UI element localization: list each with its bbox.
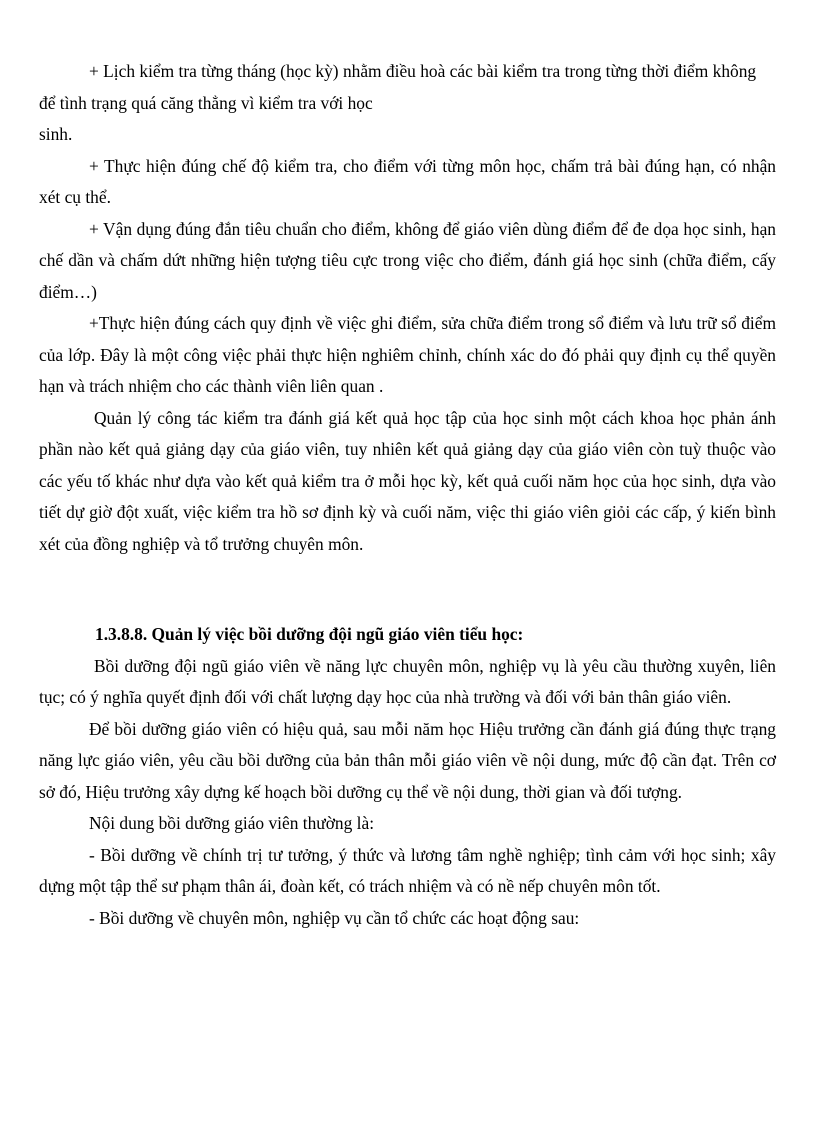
paragraph-training-intro: Bồi dưỡng đội ngũ giáo viên về năng lực chuyên môn, nghiệp vụ là yêu cầu thường xuyên, liên tục; có ý nghĩa quyết định đối với chất lượng dạy học của nhà trường và đối với bản thân giáo viên. xyxy=(39,655,776,707)
paragraph-grading-standards: + Vận dụng đúng đắn tiêu chuẩn cho điểm, không để giáo viên dùng điểm để đe dọa học sinh, hạn chế dần và chấm dứt những hiện tượng tiêu cực trong việc cho điểm, đánh giá học sinh (chữa điểm, cấy điểm…) xyxy=(39,218,776,302)
paragraph-exam-schedule-text: + Lịch kiểm tra từng tháng (học kỳ) nhằm điều hoà các bài kiểm tra trong từng thời điểm không để tình trạng quá căng thẳng vì kiểm tra với học xyxy=(39,61,757,113)
paragraph-political-training: - Bồi dưỡng về chính trị tư tưởng, ý thức và lương tâm nghề nghiệp; tình cảm với học sinh; xây dựng một tập thể sư phạm thân ái, đoàn kết, có trách nhiệm và có nề nếp chuyên môn tốt. xyxy=(39,844,776,896)
paragraph-training-effectiveness: Để bồi dưỡng giáo viên có hiệu quả, sau mỗi năm học Hiệu trưởng cần đánh giá đúng thực trạng năng lực giáo viên, yêu cầu bồi dưỡng của bản thân mỗi giáo viên về nội dung, mức độ cần đạt. Trên cơ sở đó, Hiệu trưởng xây dựng kế hoạch bồi dưỡng cụ thể về nội dung, thời gian và đối tượng. xyxy=(39,718,776,802)
paragraph-professional-training: - Bồi dưỡng về chuyên môn, nghiệp vụ cần tổ chức các hoạt động sau: xyxy=(89,907,580,928)
paragraph-assessment-management: Quản lý công tác kiểm tra đánh giá kết quả học tập của học sinh một cách khoa học phản ánh phần nào kết quả giảng dạy của giáo viên, tuy nhiên kết quả giảng dạy của giáo viên còn tuỳ thuộc vào các yếu tố khác như dựa vào kết quả kiểm tra ở mỗi học kỳ, kết quả cuối năm học của học sinh, dựa vào tiết dự giờ đột xuất, việc kiểm tra hồ sơ định kỳ và cuối năm, việc thi giáo viên giỏi các cấp, ý kiến bình xét của đồng nghiệp và tổ trưởng chuyên môn. xyxy=(39,407,776,554)
paragraph-exam-schedule-continuation: sinh. xyxy=(39,124,73,144)
paragraph-gradebook-rules: +Thực hiện đúng cách quy định về việc ghi điểm, sửa chữa điểm trong sổ điểm và lưu trữ sổ điểm của lớp. Đây là một công việc phải thực hiện nghiêm chỉnh, chính xác do đó phải quy định cụ thể quyền hạn và trách nhiệm cho các thành viên liên quan . xyxy=(39,313,776,396)
paragraph-exam-schedule xyxy=(39,56,776,151)
section-heading: 1.3.8.8. Quản lý việc bồi dưỡng đội ngũ giáo viên tiểu học: xyxy=(95,624,524,644)
document-body xyxy=(39,56,776,934)
section-spacer xyxy=(39,560,776,619)
paragraph-grading-regime: + Thực hiện đúng chế độ kiểm tra, cho điểm với từng môn học, chấm trả bài đúng hạn, có nhận xét cụ thể. xyxy=(39,155,776,207)
paragraph-training-content-lead: Nội dung bồi dưỡng giáo viên thường là: xyxy=(89,813,375,833)
